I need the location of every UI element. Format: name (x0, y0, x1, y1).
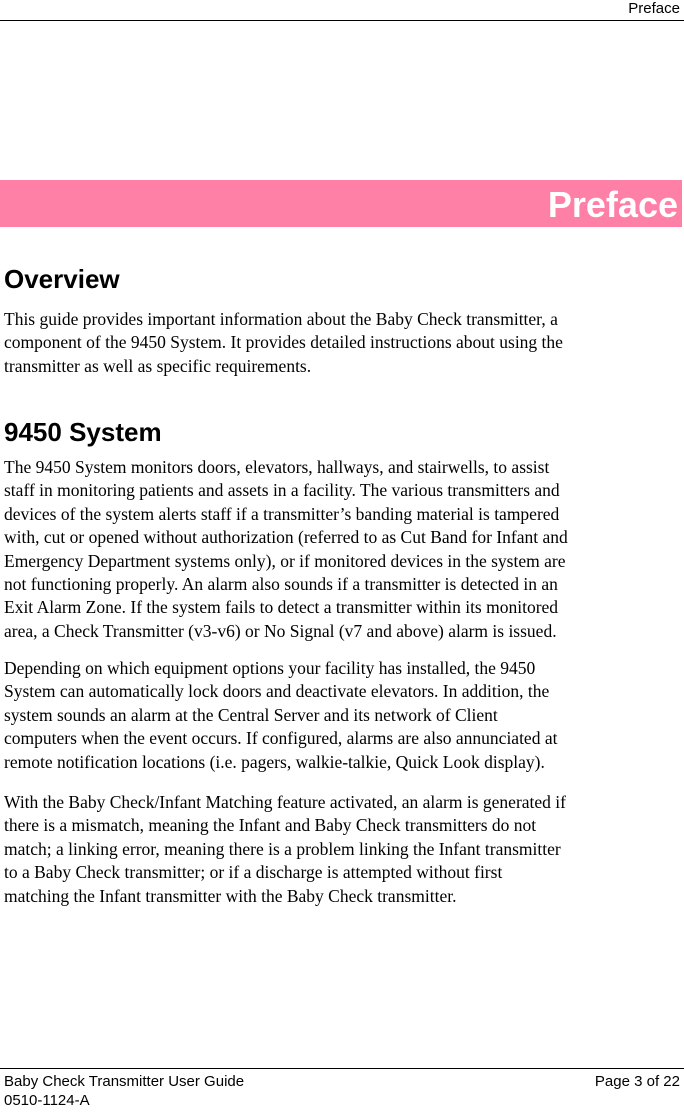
system-heading: 9450 System (4, 417, 162, 447)
overview-paragraph (4, 308, 680, 378)
text-line: With the Baby Check/Infant Matching feature activated, an alarm is generated if (4, 792, 566, 812)
system-paragraph-3 (4, 791, 680, 908)
overview-heading: Overview (4, 264, 120, 294)
header-rule (0, 20, 684, 21)
text-line: area, a Check Transmitter (v3-v6) or No Signal (v7 and above) alarm is issued. (4, 620, 557, 641)
text-line: Depending on which equipment options your facility has installed, the 9450 (4, 658, 536, 678)
text-line: remote notification locations (i.e. pagers, walkie-talkie, Quick Look display). (4, 751, 545, 772)
text-line: The 9450 System monitors doors, elevators, hallways, and stairwells, to assist (4, 457, 550, 477)
text-line: Emergency Department systems only), or if monitored devices in the system are (4, 550, 566, 571)
text-line: Exit Alarm Zone. If the system fails to detect a transmitter within its monitored (4, 597, 559, 618)
text-line: matching the Infant transmitter with the Baby Check transmitter. (4, 885, 457, 906)
banner-title: Preface (547, 184, 678, 225)
system-paragraph-2 (4, 657, 680, 774)
text-line: staff in monitoring patients and assets in a facility. The various transmitters and (4, 480, 560, 501)
section-banner (0, 180, 682, 227)
footer-left (4, 1072, 244, 1110)
text-line: computers when the event occurs. If configured, alarms are also annunciated at (4, 728, 558, 749)
text-line: with, cut or opened without authorization (referred to as Cut Band for Infant and (4, 527, 568, 548)
text-line: This guide provides important information about the Baby Check transmitter, a (4, 309, 558, 329)
footer-guide-title: Baby Check Transmitter User Guide (4, 1073, 245, 1090)
text-line: not functioning properly. An alarm also sounds if a transmitter is detected in an (4, 574, 558, 595)
text-line: component of the 9450 System. It provides detailed instructions about using the (4, 332, 563, 353)
text-line: match; a linking error, meaning there is a problem linking the Infant transmitter (4, 838, 561, 859)
running-header: Preface (628, 0, 680, 17)
text-line: there is a mismatch, meaning the Infant and Baby Check transmitters do not (4, 815, 537, 836)
text-line: transmitter as well as specific requirements. (4, 355, 312, 376)
text-line: system sounds an alarm at the Central Server and its network of Client (4, 704, 498, 725)
footer-page-number: Page 3 of 22 (594, 1073, 680, 1090)
footer-rule (0, 1068, 684, 1069)
footer-doc-number: 0510-1124-A (4, 1092, 90, 1109)
text-line: to a Baby Check transmitter; or if a discharge is attempted without first (4, 862, 503, 883)
text-line: devices of the system alerts staff if a transmitter’s banding material is tampered (4, 503, 560, 524)
system-paragraph-1 (4, 456, 680, 643)
text-line: System can automatically lock doors and deactivate elevators. In addition, the (4, 681, 550, 702)
